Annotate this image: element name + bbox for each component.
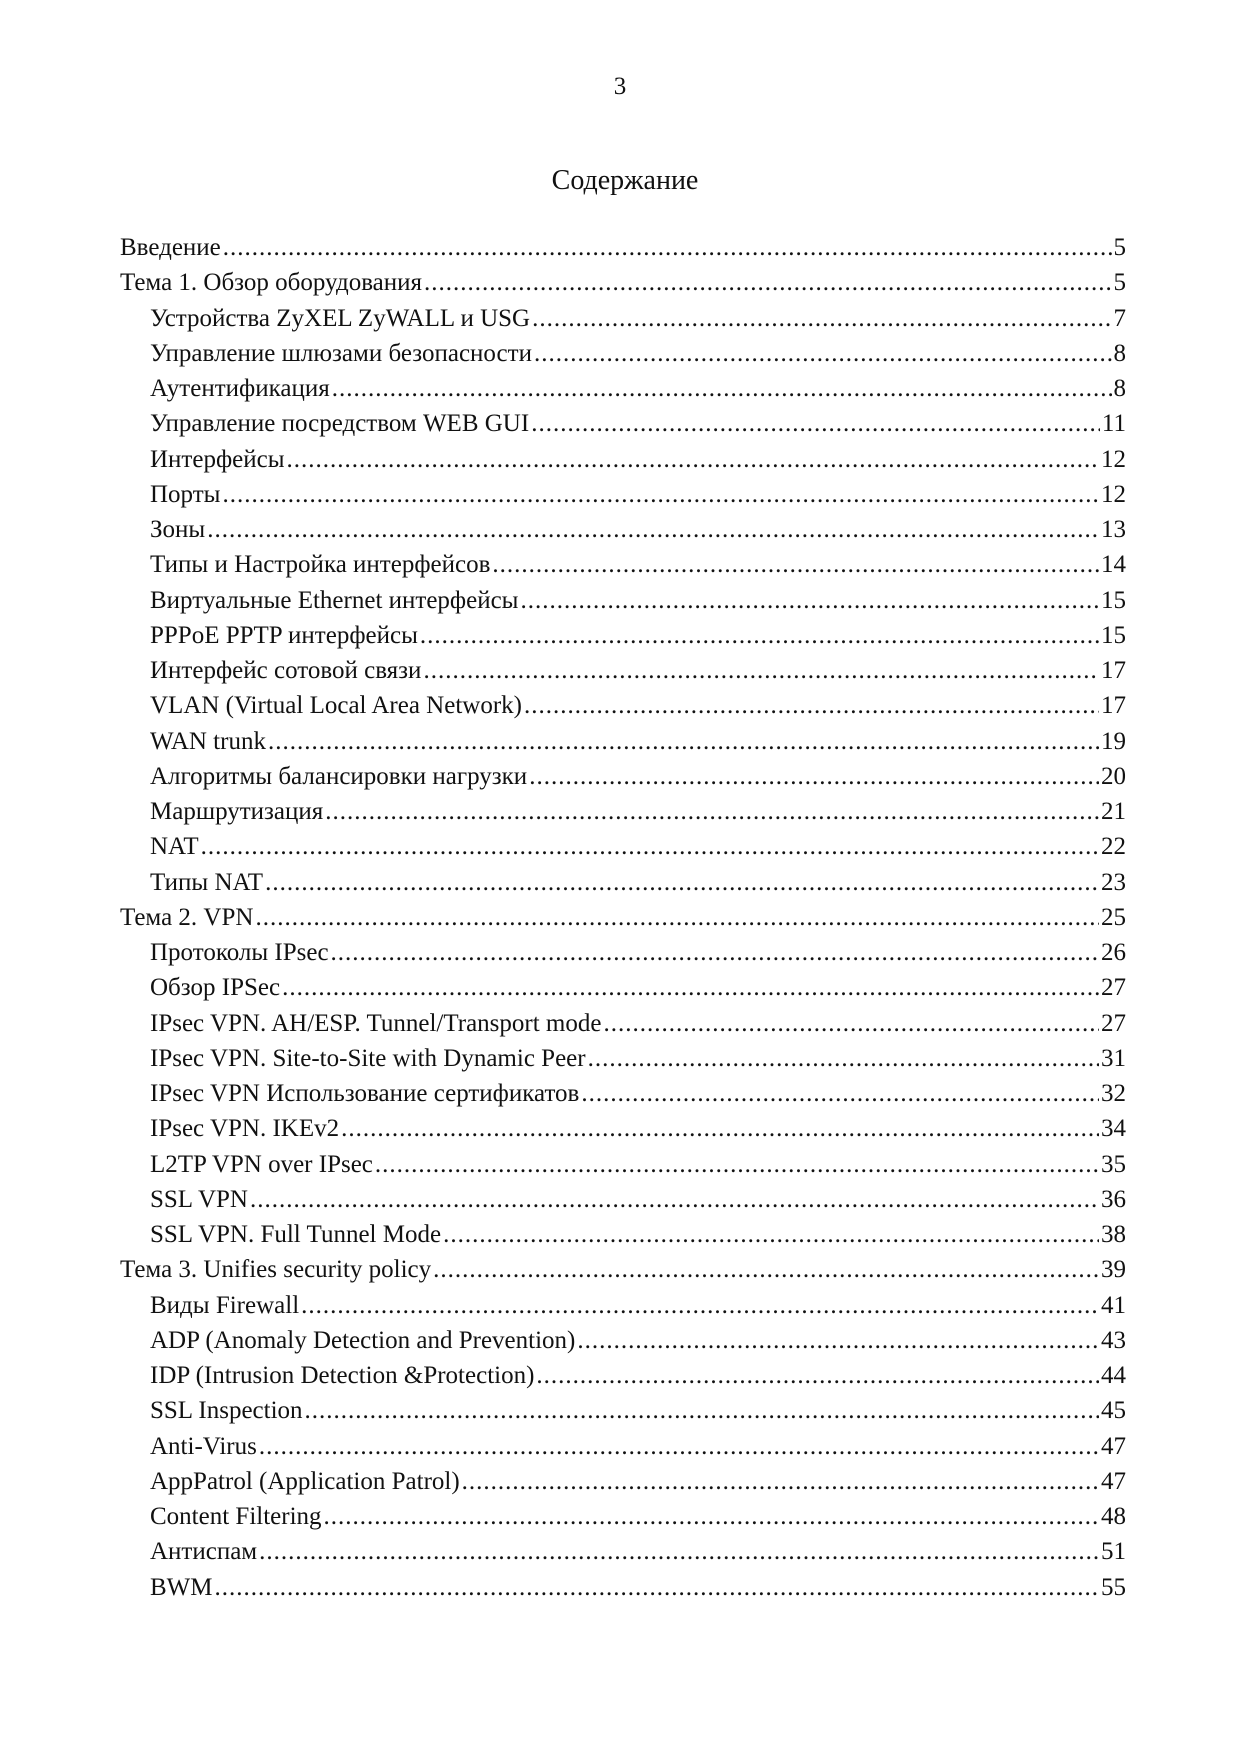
toc-entry-page: 31 <box>1101 1044 1126 1072</box>
toc-subsection-entry[interactable] <box>120 1499 1126 1534</box>
dot-leader <box>577 1323 1099 1358</box>
dot-leader <box>603 1006 1099 1041</box>
toc-subsection-entry[interactable] <box>120 1429 1126 1464</box>
toc-subsection-entry[interactable] <box>120 1534 1126 1569</box>
toc-entry-page: 47 <box>1101 1432 1126 1460</box>
toc-entry-page: 12 <box>1101 480 1126 508</box>
dot-leader <box>424 265 1111 300</box>
toc-entry-page: 34 <box>1101 1115 1126 1143</box>
toc-entry-label: SSL VPN. Full Tunnel Mode <box>150 1221 442 1248</box>
toc-subsection-entry[interactable] <box>120 618 1126 653</box>
dot-leader <box>423 653 1099 688</box>
dot-leader <box>581 1076 1099 1111</box>
toc-subsection-entry[interactable] <box>120 759 1126 794</box>
toc-entry-label: ADP (Anomaly Detection and Prevention) <box>150 1326 576 1354</box>
dot-leader <box>255 900 1099 935</box>
page-number: 3 <box>613 73 627 100</box>
toc-entry-label: Введение <box>120 234 221 261</box>
toc-entry-label: Порты <box>150 480 221 508</box>
toc-subsection-entry[interactable] <box>120 688 1126 723</box>
dot-leader <box>265 865 1099 900</box>
dot-leader <box>534 336 1112 371</box>
toc-subsection-entry[interactable] <box>120 371 1126 406</box>
toc-subsection-entry[interactable] <box>120 724 1126 759</box>
toc-entry-page: 17 <box>1101 657 1126 684</box>
toc-entry-page: 25 <box>1101 903 1126 931</box>
toc-entry-page: 41 <box>1101 1291 1126 1319</box>
toc-subsection-entry[interactable] <box>120 1358 1126 1393</box>
dot-leader <box>588 1041 1099 1076</box>
toc-subsection-entry[interactable] <box>120 1288 1126 1323</box>
toc-entry-page: 47 <box>1101 1467 1126 1495</box>
toc-entry-label: IPsec VPN. IKEv2 <box>150 1115 340 1143</box>
table-of-contents <box>120 230 1126 1605</box>
toc-entry-page: 20 <box>1101 762 1126 790</box>
toc-entry-label: Протоколы IPsec <box>150 939 329 966</box>
toc-entry-label: IPsec VPN. Site-to-Site with Dynamic Peer <box>150 1044 586 1072</box>
toc-entry-page: 27 <box>1101 1009 1126 1037</box>
toc-entry-label: Управление шлюзами безопасности <box>150 339 532 367</box>
dot-leader <box>529 759 1099 794</box>
toc-subsection-entry[interactable] <box>120 1464 1126 1499</box>
dot-leader <box>331 935 1099 970</box>
toc-entry-label: Зоны <box>150 516 206 543</box>
toc-subsection-entry[interactable] <box>120 583 1126 618</box>
dot-leader <box>250 1182 1099 1217</box>
dot-leader <box>332 371 1112 406</box>
toc-subsection-entry[interactable] <box>120 829 1126 864</box>
toc-subsection-entry[interactable] <box>120 442 1126 477</box>
toc-entry-page: 14 <box>1101 551 1126 579</box>
toc-entry-page: 38 <box>1101 1221 1126 1248</box>
dot-leader <box>259 1429 1099 1464</box>
toc-entry-page: 36 <box>1101 1185 1126 1213</box>
dot-leader <box>524 688 1099 723</box>
toc-entry-label: Виртуальные Ethernet интерфейсы <box>150 586 519 614</box>
toc-entry-page: 13 <box>1101 516 1126 543</box>
toc-subsection-entry[interactable] <box>120 477 1126 512</box>
dot-leader <box>536 1358 1099 1393</box>
toc-entry-label: IPsec VPN Использование сертификатов <box>150 1080 580 1107</box>
dot-leader <box>375 1147 1099 1182</box>
toc-subsection-entry[interactable] <box>120 1041 1126 1076</box>
toc-entry-page: 12 <box>1101 445 1126 473</box>
toc-title: Содержание <box>551 165 699 196</box>
toc-subsection-entry[interactable] <box>120 1393 1126 1428</box>
toc-subsection-entry[interactable] <box>120 653 1126 688</box>
toc-subsection-entry[interactable] <box>120 1076 1126 1111</box>
dot-leader <box>520 583 1099 618</box>
toc-entry-label: Маршрутизация <box>150 798 324 825</box>
toc-entry-page: 11 <box>1101 410 1126 438</box>
toc-subsection-entry[interactable] <box>120 547 1126 582</box>
dot-leader <box>341 1111 1099 1146</box>
toc-entry-label: Виды Firewall <box>150 1291 300 1319</box>
toc-subsection-entry[interactable] <box>120 512 1126 547</box>
dot-leader <box>282 970 1099 1005</box>
toc-entry-page: 21 <box>1101 798 1126 825</box>
dot-leader <box>201 829 1099 864</box>
toc-entry-label: Устройства ZyXEL ZyWALL и USG <box>150 304 531 332</box>
toc-subsection-entry[interactable] <box>120 970 1126 1005</box>
toc-entry-label: IDP (Intrusion Detection &Protection) <box>150 1362 535 1389</box>
toc-subsection-entry[interactable] <box>120 1217 1126 1252</box>
toc-entry-label: Тема 3. Unifies security policy <box>120 1256 432 1284</box>
toc-subsection-entry[interactable] <box>120 865 1126 900</box>
toc-entry-page: 23 <box>1101 868 1126 896</box>
toc-entry-label: SSL VPN <box>150 1185 248 1213</box>
toc-subsection-entry[interactable] <box>120 1323 1126 1358</box>
toc-entry-label: Типы и Настройка интерфейсов <box>150 551 491 579</box>
toc-subsection-entry[interactable] <box>120 935 1126 970</box>
toc-entry-label: Типы NAT <box>150 868 264 896</box>
toc-entry-label: PPPoE PPTP интерфейсы <box>150 621 418 649</box>
toc-entry-label: AppPatrol (Application Patrol) <box>150 1467 460 1495</box>
dot-leader <box>325 794 1099 829</box>
toc-entry-label: SSL Inspection <box>150 1397 303 1425</box>
toc-subsection-entry[interactable] <box>120 336 1126 371</box>
toc-entry-label: BWM <box>150 1573 213 1601</box>
toc-section-entry[interactable] <box>120 265 1126 300</box>
dot-leader <box>531 406 1100 441</box>
dot-leader <box>305 1393 1099 1428</box>
toc-entry-page: 19 <box>1101 727 1126 755</box>
toc-subsection-entry[interactable] <box>120 301 1126 336</box>
toc-entry-label: L2TP VPN over IPsec <box>150 1150 373 1178</box>
dot-leader <box>223 230 1112 265</box>
toc-entry-label: NAT <box>150 833 199 861</box>
toc-entry-page: 43 <box>1101 1326 1126 1354</box>
toc-entry-label: Обзор IPSec <box>150 974 281 1002</box>
toc-entry-page: 35 <box>1101 1150 1126 1178</box>
toc-entry-page: 8 <box>1113 375 1126 402</box>
dot-leader <box>462 1464 1099 1499</box>
toc-entry-page: 5 <box>1113 269 1126 297</box>
dot-leader <box>268 724 1099 759</box>
dot-leader <box>532 301 1111 336</box>
dot-leader <box>433 1252 1099 1287</box>
toc-entry-label: VLAN (Virtual Local Area Network) <box>150 692 522 720</box>
toc-entry-label: IPsec VPN. AH/ESP. Tunnel/Transport mode <box>150 1009 602 1037</box>
toc-entry-label: Тема 2. VPN <box>120 903 254 931</box>
toc-section-entry[interactable] <box>120 1252 1126 1287</box>
toc-section-entry[interactable] <box>120 230 1126 265</box>
dot-leader <box>420 618 1099 653</box>
toc-subsection-entry[interactable] <box>120 1182 1126 1217</box>
toc-entry-page: 15 <box>1101 586 1126 614</box>
toc-entry-page: 5 <box>1113 234 1126 261</box>
toc-entry-page: 7 <box>1113 304 1126 332</box>
dot-leader <box>207 512 1099 547</box>
dot-leader <box>259 1534 1099 1569</box>
dot-leader <box>222 477 1099 512</box>
toc-entry-label: Anti-Virus <box>150 1432 257 1460</box>
toc-subsection-entry[interactable] <box>120 406 1126 441</box>
dot-leader <box>492 547 1099 582</box>
toc-entry-label: Тема 1. Обзор оборудования <box>120 269 423 297</box>
dot-leader <box>324 1499 1099 1534</box>
toc-entry-label: Алгоритмы балансировки нагрузки <box>150 762 528 790</box>
toc-entry-page: 51 <box>1101 1538 1126 1566</box>
toc-subsection-entry[interactable] <box>120 794 1126 829</box>
toc-entry-label: Интерфейсы <box>150 445 285 473</box>
toc-subsection-entry[interactable] <box>120 1570 1126 1605</box>
dot-leader <box>301 1288 1099 1323</box>
toc-entry-page: 27 <box>1101 974 1126 1002</box>
toc-entry-label: Аутентификация <box>150 375 330 402</box>
toc-entry-label: WAN trunk <box>150 727 266 755</box>
toc-subsection-entry[interactable] <box>120 1006 1126 1041</box>
toc-entry-page: 32 <box>1101 1080 1126 1107</box>
toc-entry-page: 8 <box>1113 339 1126 367</box>
toc-entry-label: Управление посредством WEB GUI <box>150 410 530 438</box>
toc-subsection-entry[interactable] <box>120 1147 1126 1182</box>
toc-entry-page: 39 <box>1101 1256 1126 1284</box>
dot-leader <box>287 442 1099 477</box>
toc-section-entry[interactable] <box>120 900 1126 935</box>
toc-entry-label: Антиспам <box>150 1538 258 1566</box>
toc-entry-page: 44 <box>1101 1362 1126 1389</box>
toc-entry-label: Content Filtering <box>150 1503 322 1530</box>
toc-entry-page: 45 <box>1101 1397 1126 1425</box>
toc-entry-label: Интерфейс сотовой связи <box>150 657 422 684</box>
toc-entry-page: 17 <box>1101 692 1126 720</box>
toc-entry-page: 48 <box>1101 1503 1126 1530</box>
toc-entry-page: 55 <box>1101 1573 1126 1601</box>
toc-subsection-entry[interactable] <box>120 1111 1126 1146</box>
toc-entry-page: 15 <box>1101 621 1126 649</box>
toc-entry-page: 22 <box>1101 833 1126 861</box>
dot-leader <box>443 1217 1099 1252</box>
dot-leader <box>215 1570 1100 1605</box>
toc-entry-page: 26 <box>1101 939 1126 966</box>
